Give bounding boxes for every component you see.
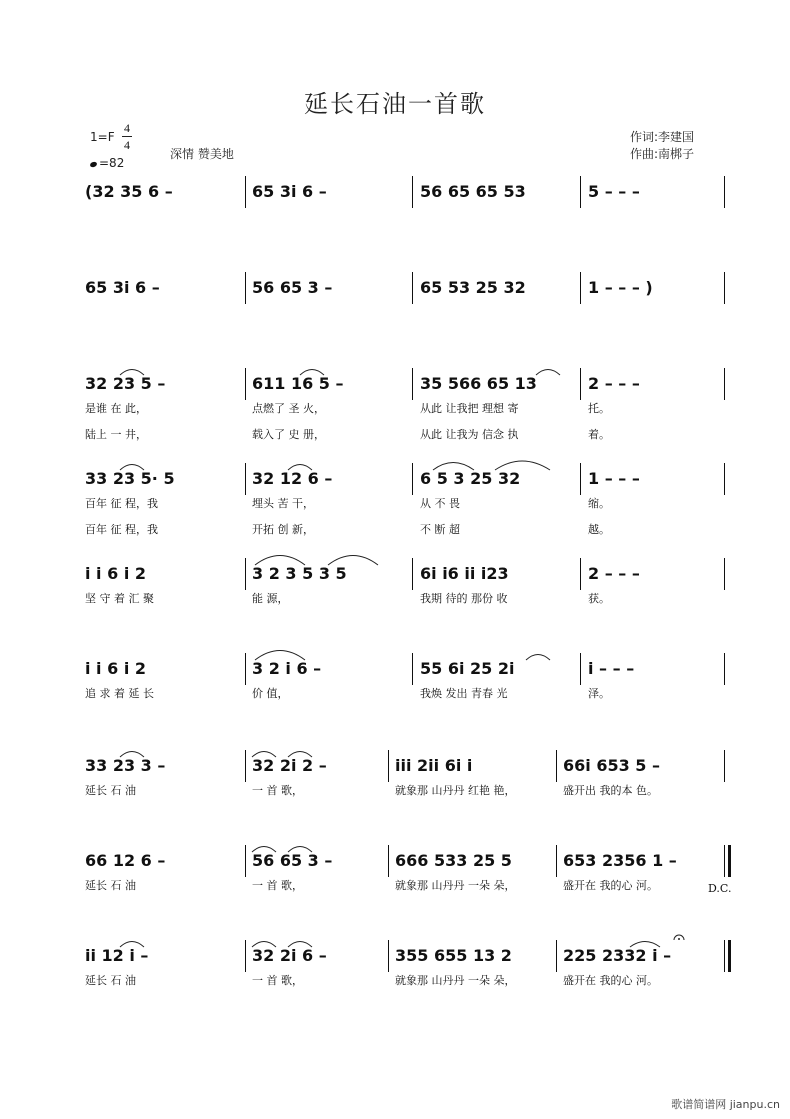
tempo-marking: =82 (99, 156, 125, 170)
slur (630, 942, 660, 948)
lyric-text: 盛开在 我的心 河。 (563, 879, 658, 892)
slur (288, 465, 312, 471)
slur (120, 942, 144, 948)
measure: 3 2 i 6 – (252, 659, 322, 678)
lyric-text: 我焕 发出 青春 光 (420, 687, 508, 700)
measure: 55 6i 25 2i (420, 659, 515, 678)
lyric-text: 从此 让我为 信念 执 (420, 428, 519, 441)
lyric-text: 就象那 山丹丹 红艳 艳， (395, 784, 516, 797)
measure: 65 53 25 32 (420, 278, 526, 297)
measure: 66 12 6 – (85, 851, 166, 870)
lyricist-credit: 作词:李建国 (630, 130, 695, 144)
slur (255, 556, 305, 566)
measure: 2 – – – (588, 374, 640, 393)
measure: i i 6 i 2 (85, 659, 146, 678)
lyric-text: 点燃了 圣 火， (252, 402, 325, 415)
expression-marking: 深情 赞美地 (170, 147, 234, 161)
lyric-text: 缩。 (588, 497, 610, 510)
lyric-text: 埋头 苦 干， (252, 497, 314, 510)
measure: 1 – – – ) (588, 278, 653, 297)
measure: 56 65 65 53 (420, 182, 526, 201)
measure: 56 65 3 – (252, 851, 333, 870)
slur (433, 463, 474, 471)
lyric-text: 延长 石 油 (85, 879, 136, 892)
lyric-text: 就象那 山丹丹 一朵 朵， (395, 879, 516, 892)
measure: iii 2ii 6i i (395, 756, 473, 775)
measure: 611 16 5 – (252, 374, 344, 393)
slur (288, 752, 312, 758)
song-title: 延长石油一首歌 (304, 90, 486, 118)
lyric-text: 一 首 歌， (252, 879, 303, 892)
measure: i – – – (588, 659, 635, 678)
measure: 32 2i 2 – (252, 756, 327, 775)
slur (300, 370, 324, 376)
measure: 653 2356 1 – (563, 851, 677, 870)
slur (288, 847, 312, 853)
measure: 5 – – – (588, 182, 640, 201)
watermark: 歌谱简谱网 jianpu.cn (671, 1098, 780, 1111)
dc-mark: D.C. (708, 882, 732, 895)
lyric-text: 从 不 畏 (420, 497, 460, 510)
slur (252, 942, 276, 948)
measure: 65 3i 6 – (252, 182, 327, 201)
lyric-text: 百年 征 程，我 (85, 523, 158, 536)
measure: 2 – – – (588, 564, 640, 583)
composer-credit: 作曲:南梆子 (630, 147, 695, 161)
measure: 3 2 3 5 3 5 (252, 564, 347, 583)
slur (252, 847, 276, 853)
lyric-text: 一 首 歌， (252, 974, 303, 987)
slur (120, 370, 144, 376)
measure: 56 65 3 – (252, 278, 333, 297)
measure: 1 – – – (588, 469, 640, 488)
measure: 6 5 3 25 32 (420, 469, 521, 488)
lyric-text: 延长 石 油 (85, 784, 136, 797)
measure: 225 2332 i – (563, 946, 672, 965)
measure: 32 23 5 – (85, 374, 166, 393)
lyric-text: 着。 (588, 428, 610, 441)
lyric-text: 从此 让我把 理想 寄 (420, 402, 519, 415)
lyric-text: 一 首 歌， (252, 784, 303, 797)
lyric-text: 托。 (588, 402, 610, 415)
lyric-text: 不 断 超 (420, 523, 460, 536)
lyric-text: 价 值， (252, 687, 289, 700)
lyric-text: 开拓 创 新， (252, 523, 314, 536)
measure: 65 3i 6 – (85, 278, 160, 297)
measure: 33 23 3 – (85, 756, 166, 775)
fermata-dot (678, 938, 680, 940)
measure: 666 533 25 5 (395, 851, 512, 870)
slur (328, 556, 378, 566)
measure: 355 655 13 2 (395, 946, 512, 965)
slur (252, 752, 276, 758)
lyric-text: 盛开在 我的心 河。 (563, 974, 658, 987)
measure: ii 12 i – (85, 946, 149, 965)
measure: 66i 653 5 – (563, 756, 660, 775)
lyric-text: 百年 征 程，我 (85, 497, 158, 510)
key-signature: 1=F (90, 130, 115, 144)
slur (536, 370, 560, 376)
lyric-text: 坚 守 着 汇 聚 (85, 592, 154, 605)
lyric-text: 是谁 在 此， (85, 402, 147, 415)
lyric-text: 就象那 山丹丹 一朵 朵， (395, 974, 516, 987)
lyric-text: 泽。 (588, 687, 610, 700)
slur (120, 752, 144, 758)
slur (526, 655, 550, 661)
measure: 33 23 5· 5 (85, 469, 175, 488)
time-numerator: 4 (124, 121, 130, 135)
measure: 32 2i 6 – (252, 946, 327, 965)
slur (120, 465, 144, 471)
measure: 35 566 65 13 (420, 374, 537, 393)
measure: 32 12 6 – (252, 469, 333, 488)
measure: i i 6 i 2 (85, 564, 146, 583)
lyric-text: 追 求 着 延 长 (85, 687, 154, 700)
lyric-text: 陆上 一 井， (85, 428, 147, 441)
slur (255, 651, 305, 661)
lyric-text: 我期 待的 那份 收 (420, 592, 508, 605)
measure: (32 35 6 – (85, 182, 173, 201)
measure: 6i i6 ii i23 (420, 564, 509, 583)
lyric-text: 越。 (588, 523, 610, 536)
time-denominator: 4 (124, 138, 130, 152)
lyric-text: 延长 石 油 (85, 974, 136, 987)
lyric-text: 获。 (588, 592, 610, 605)
slur (495, 461, 550, 470)
lyric-text: 能 源， (252, 592, 289, 605)
lyric-text: 载入了 史 册， (252, 428, 325, 441)
slur (288, 942, 312, 948)
lyric-text: 盛开出 我的本 色。 (563, 784, 658, 797)
